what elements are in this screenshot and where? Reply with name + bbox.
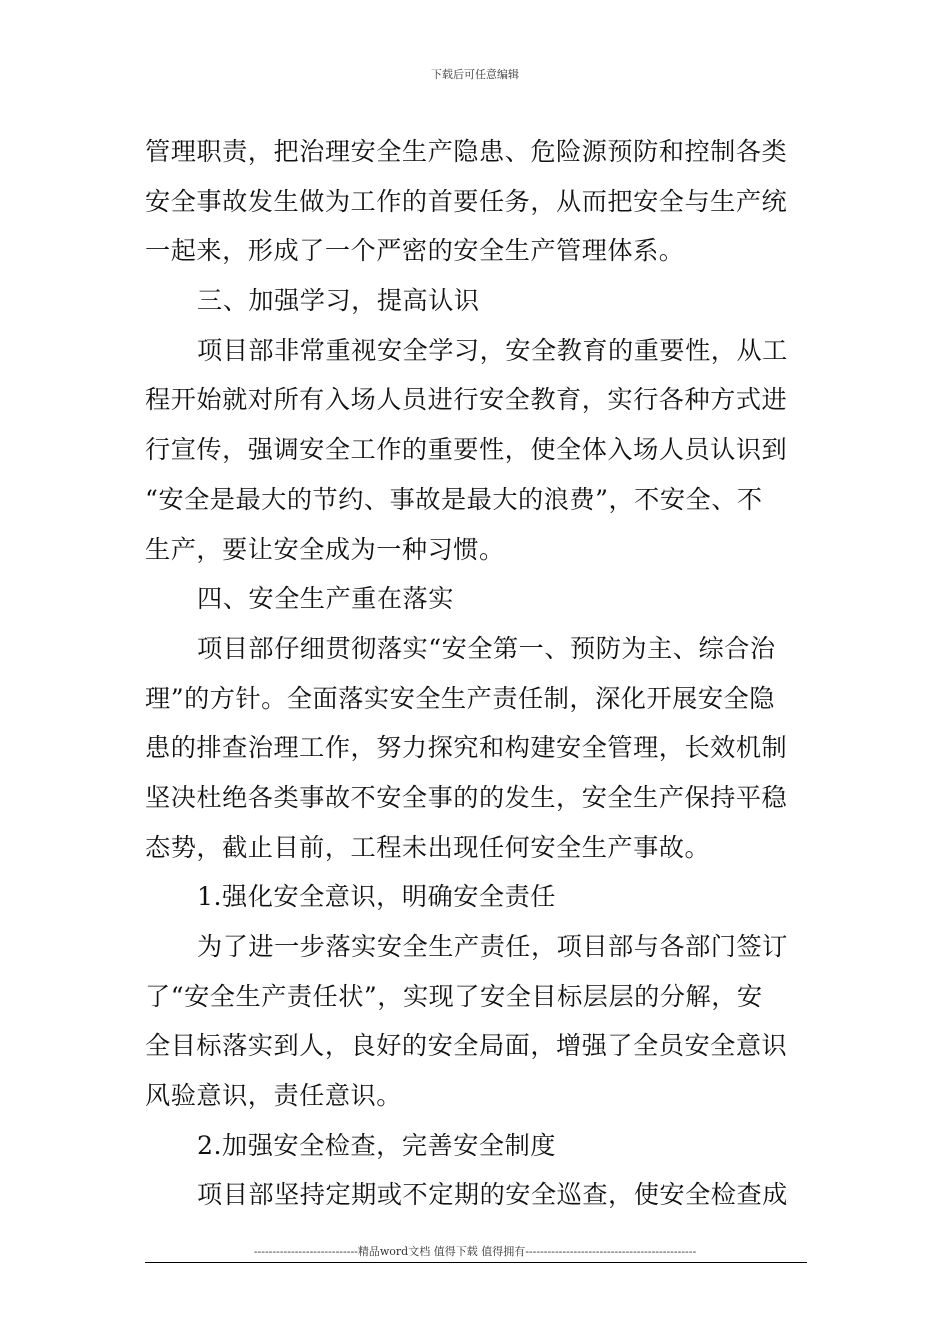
body-line: “安全是最大的节约、事故是最大的浪费”，不安全、不 xyxy=(145,484,763,514)
section-heading: 四、安全生产重在落实 xyxy=(197,584,454,614)
body-line: 程开始就对所有入场人员进行安全教育，实行各种方式进 xyxy=(145,385,788,415)
body-line: 了“安全生产责任状”，实现了安全目标层层的分解，安 xyxy=(145,981,763,1011)
document-body xyxy=(145,127,807,1220)
section-heading: 三、加强学习，提高认识 xyxy=(197,286,480,316)
body-line: 态势，截止目前，工程未出现任何安全生产事故。 xyxy=(145,832,711,862)
footer-divider xyxy=(145,1262,807,1263)
body-line: 生产，要让安全成为一种习惯。 xyxy=(145,534,505,564)
body-line: 项目部仔细贯彻落实“安全第一、预防为主、综合治 xyxy=(197,633,776,663)
body-line: 项目部非常重视安全学习，安全教育的重要性，从工 xyxy=(197,335,788,365)
subsection-heading: 2.加强安全检查，完善安全制度 xyxy=(197,1130,556,1160)
body-line: 全目标落实到人，良好的安全局面，增强了全员安全意识 xyxy=(145,1031,788,1061)
body-line: 行宣传，强调安全工作的重要性，使全体入场人员认识到 xyxy=(145,435,788,465)
subsection-heading: 1.强化安全意识，明确安全责任 xyxy=(197,882,556,912)
body-line: 项目部坚持定期或不定期的安全巡查，使安全检查成 xyxy=(197,1180,788,1210)
page-footer-note: ----------------------------精品word文档 值得下载 值得拥有---------------------------------------------- xyxy=(253,1245,697,1258)
body-line: 一起来，形成了一个严密的安全生产管理体系。 xyxy=(145,236,685,266)
body-line: 为了进一步落实安全生产责任，项目部与各部门签订 xyxy=(197,932,788,961)
body-line: 管理职责，把治理安全生产隐患、危险源预防和控制各类 xyxy=(145,137,788,166)
body-line: 理”的方针。全面落实安全生产责任制，深化开展安全隐 xyxy=(145,683,775,713)
body-line: 坚决杜绝各类事故不安全事的的发生，安全生产保持平稳 xyxy=(145,782,788,812)
body-line: 安全事故发生做为工作的首要任务，从而把安全与生产统 xyxy=(145,186,788,216)
page-header-note: 下载后可任意编辑 xyxy=(431,68,519,81)
body-line: 患的排查治理工作，努力探究和构建安全管理，长效机制 xyxy=(145,733,788,763)
body-line: 风验意识，责任意识。 xyxy=(145,1081,402,1111)
